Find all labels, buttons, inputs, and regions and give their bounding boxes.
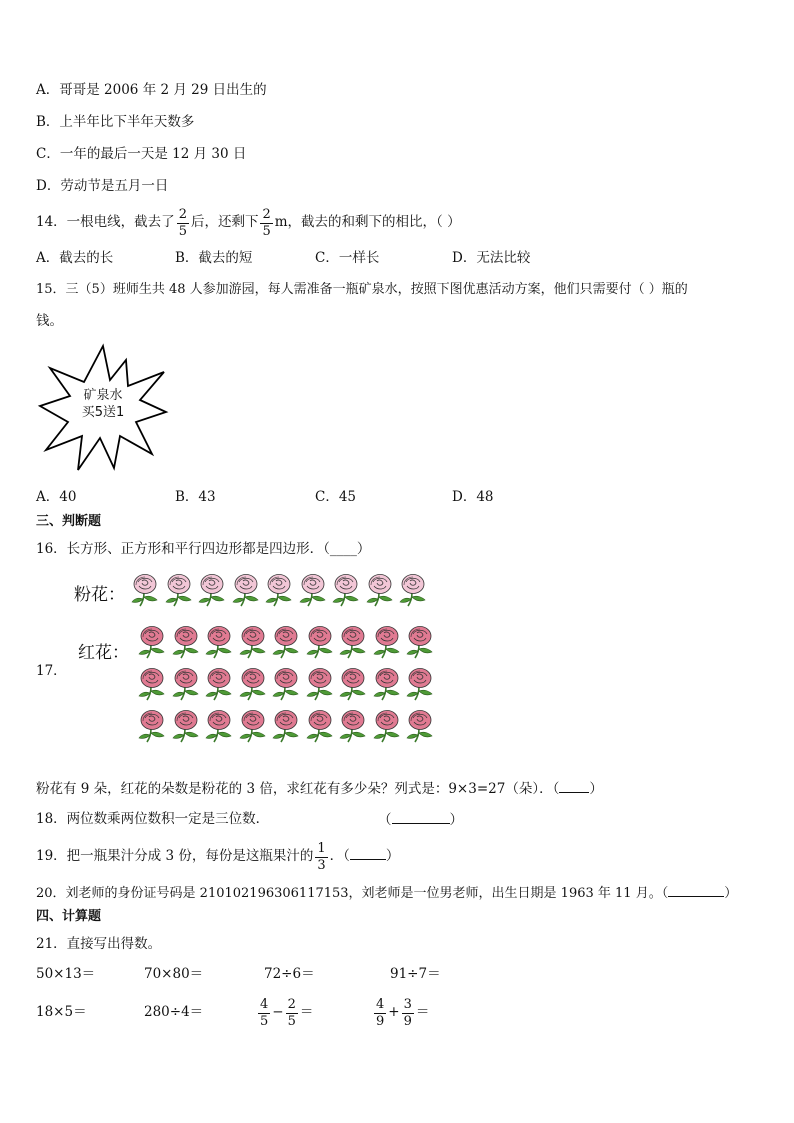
q13-option-a: A．哥哥是 2006 年 2 月 29 日出生的 [36,82,267,98]
q14-option-d: D．无法比较 [452,250,531,266]
q13-option-c: C．一年的最后一天是 12 月 30 日 [36,146,247,162]
red-rose-icon [305,667,335,701]
q15-option-b: B．43 [175,489,216,505]
q18-question: 18．两位数乘两位数积一定是三位数． [36,811,270,827]
red-rose-icon [171,667,201,701]
red-rose-icon [338,667,368,701]
red-rose-icon [372,625,402,659]
calc-5: 18×5＝ [36,1004,87,1020]
pink-rose-icon [264,573,294,607]
q14-mid: 后，还剩下 [190,214,259,230]
pink-rose-icon [365,573,395,607]
q17-number: 17． [36,663,67,679]
calc-1: 50×13＝ [36,966,96,982]
q15-question-line1: 15．三（5）班师生共 48 人参加游园，每人需准备一瓶矿泉水，按照下图优惠活动方案，他们只需要付（ ）瓶的 [36,282,688,297]
starburst-text-line1: 矿泉水 [83,388,123,403]
red-rose-icon [137,625,167,659]
red-rose-icon [338,709,368,743]
section-heading-judgment: 三、判断题 [36,514,102,529]
red-rose-icon [405,625,435,659]
calc-4: 91÷7＝ [390,966,441,982]
red-rose-icon [137,667,167,701]
section-heading-calculation: 四、计算题 [36,909,102,924]
calc-8-fraction-addition: $\frac{4}{9}$ + $\frac{3}{9}$ ＝ [376,996,430,1029]
q19-question: 19．把一瓶果汁分成 3 份，每份是这瓶果汁的 $\frac{1}{3}$ ．（ ） [36,840,400,873]
red-rose-icon [372,667,402,701]
red-rose-icon [338,625,368,659]
red-rose-icon [238,625,268,659]
q15-option-d: D．48 [452,489,494,505]
q19-fraction: $\frac{1}{3}$ [317,840,326,873]
red-rose-icon [238,709,268,743]
red-rose-icon [204,709,234,743]
q17-question: 粉花有 9 朵，红花的朵数是粉花的 3 倍，求红花有多少朵？列式是：9×3=27（朵）．（ ） [36,778,603,799]
calc-2: 70×80＝ [144,966,204,982]
red-flower-label: 红花： [78,643,129,663]
q15-question-line2: 钱。 [36,313,63,329]
pink-rose-icon [398,573,428,607]
q14-prefix: 14．一根电线，截去了 [36,214,175,230]
red-rose-icon [271,667,301,701]
red-rose-icon [405,709,435,743]
pink-rose-icon [298,573,328,607]
q20-question: 20．刘老师的身份证号码是 210102196306117153，刘老师是一位男老师，出生日期是 1963 年 11 月。（ ） [36,882,737,904]
red-rose-icon [372,709,402,743]
red-rose-icon [271,709,301,743]
q14-suffix: m，截去的和剩下的相比，（ ） [274,214,461,230]
red-rose-icon [171,625,201,659]
red-rose-icon [238,667,268,701]
q16-question: 16．长方形、正方形和平行四边形都是四边形．（____） [36,541,371,557]
q13-option-b: B．上半年比下半年天数多 [36,114,195,130]
pink-rose-icon [231,573,261,607]
red-rose-icon [405,667,435,701]
q21-title: 21．直接写出得数。 [36,936,162,952]
q13-option-d: D．劳动节是五月一日 [36,178,169,194]
starburst-text-line2: 买5送1 [81,405,125,420]
q14-fraction-1: $\frac{2}{5}$ [178,206,187,239]
pink-rose-icon [197,573,227,607]
q18-answer-blank: （ ） [378,809,463,830]
q14-option-b: B．截去的短 [175,250,253,266]
pink-flower-label: 粉花： [74,585,125,605]
pink-rose-icon [130,573,160,607]
red-rose-icon [305,625,335,659]
red-rose-icon [271,625,301,659]
q14-question [36,206,461,238]
pink-rose-icon [331,573,361,607]
calc-6: 280÷4＝ [144,1004,204,1020]
q15-option-a: A．40 [36,489,77,505]
pink-rose-icon [164,573,194,607]
q14-fraction-2: $\frac{2}{5}$ [262,206,271,239]
red-rose-icon [204,625,234,659]
red-rose-icon [204,667,234,701]
q14-option-a: A．截去的长 [36,250,114,266]
q14-option-c: C．一样长 [315,250,380,266]
calc-7-fraction-subtraction: $\frac{4}{5}$ − $\frac{2}{5}$ ＝ [260,996,314,1029]
q15-option-c: C．45 [315,489,357,505]
red-rose-icon [137,709,167,743]
red-rose-icon [171,709,201,743]
red-rose-icon [305,709,335,743]
calc-3: 72÷6＝ [264,966,315,982]
